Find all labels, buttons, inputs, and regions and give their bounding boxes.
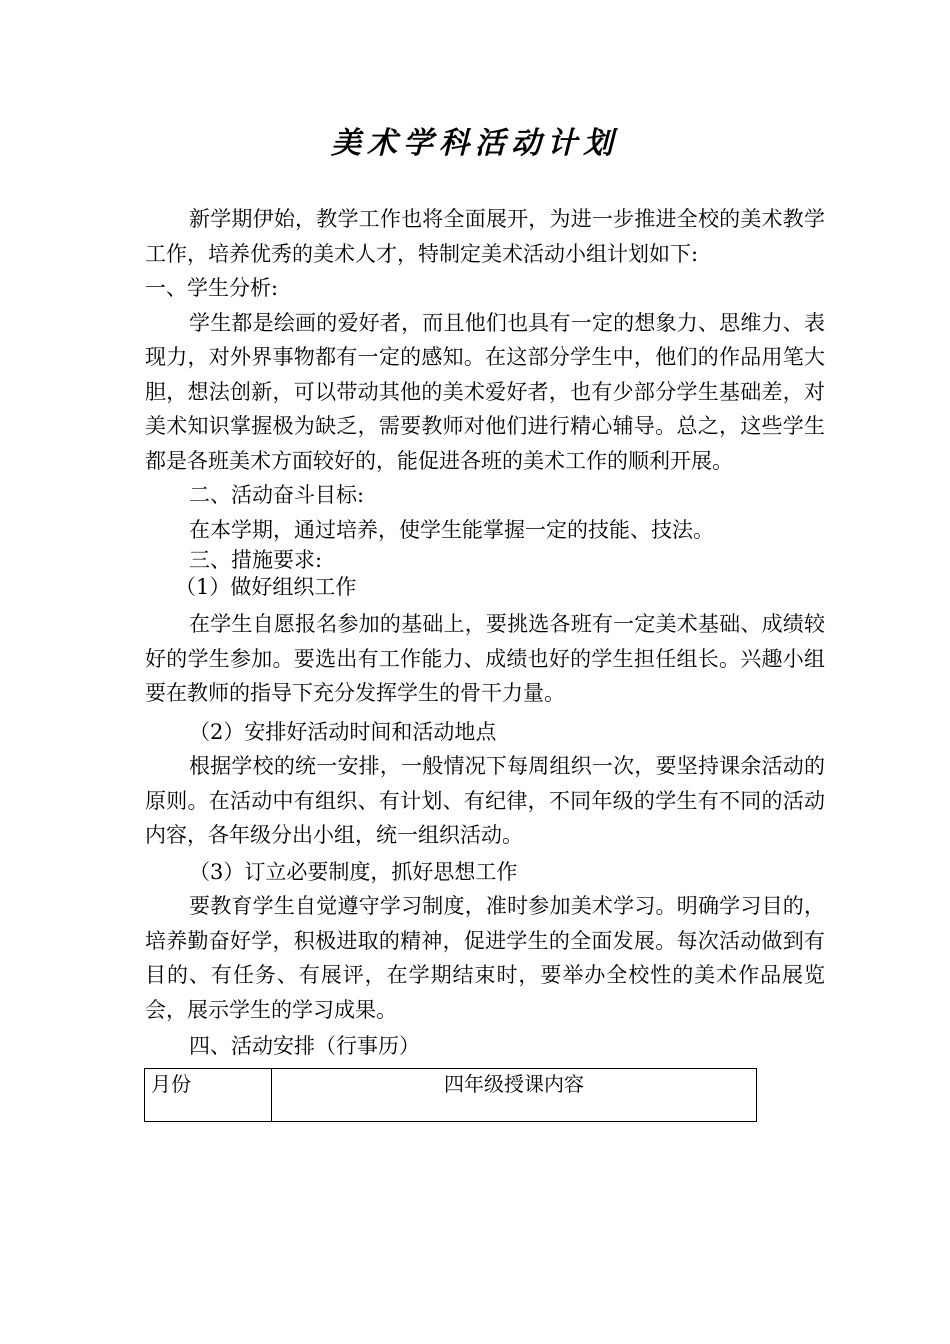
schedule-table — [144, 1068, 757, 1122]
table-header-row — [145, 1069, 757, 1122]
section-3-item-2-heading: （2）安排好活动时间和活动地点 — [189, 719, 497, 744]
section-3-item-1-text: 在学生自愿报名参加的基础上，要挑选各班有一定美术基础、成绩较好的学生参加。要选出有工作能力、成绩也好的学生担任组长。兴趣小组要在教师的指导下充分发挥学生的骨干力量。 — [145, 612, 825, 705]
section-3-item-1-heading: （1）做好组织工作 — [175, 575, 357, 599]
document-body — [145, 202, 825, 1064]
section-3-heading: 三、措施要求: — [189, 548, 323, 572]
section-1-heading: 一、学生分析: — [145, 276, 279, 300]
section-3-item-3-text: 要教育学生自觉遵守学习制度，准时参加美术学习。明确学习目的，培养勤奋好学，积极进取的精神，促进学生的全面发展。每次活动做到有目的、有任务、有展评，在学期结束时，要举办全校性的美术作品展览会，展示学生的学习成果。 — [145, 894, 825, 1022]
intro-paragraph: 新学期伊始，教学工作也将全面展开，为进一步推进全校的美术教学工作，培养优秀的美术人才，特制定美术活动小组计划如下: — [145, 207, 825, 266]
section-3-item-2-text: 根据学校的统一安排，一般情况下每周组织一次，要坚持课余活动的原则。在活动中有组织、有计划、有纪律，不同年级的学生有不同的活动内容，各年级分出小组，统一组织活动。 — [145, 754, 825, 847]
page-title: 美术学科活动计划 — [331, 126, 619, 161]
table-header-content: 四年级授课内容 — [272, 1069, 757, 1122]
table-header-month: 月份 — [145, 1069, 272, 1122]
section-1-text: 学生都是绘画的爱好者，而且他们也具有一定的想象力、思维力、表现力，对外界事物都有一定的感知。在这部分学生中，他们的作品用笔大胆，想法创新，可以带动其他的美术爱好者，也有少部分学生基础差，对美术知识掌握极为缺乏，需要教师对他们进行精心辅导。总之，这些学生都是各班美术方面较好的，能促进各班的美术工作的顺利开展。 — [145, 310, 825, 473]
section-4-heading: 四、活动安排（行事历） — [189, 1034, 420, 1058]
section-2-text: 在本学期，通过培养，使学生能掌握一定的技能、技法。 — [189, 517, 714, 542]
section-3-item-3-heading: （3）订立必要制度，抓好思想工作 — [189, 859, 518, 884]
section-2-heading: 二、活动奋斗目标: — [189, 483, 365, 507]
